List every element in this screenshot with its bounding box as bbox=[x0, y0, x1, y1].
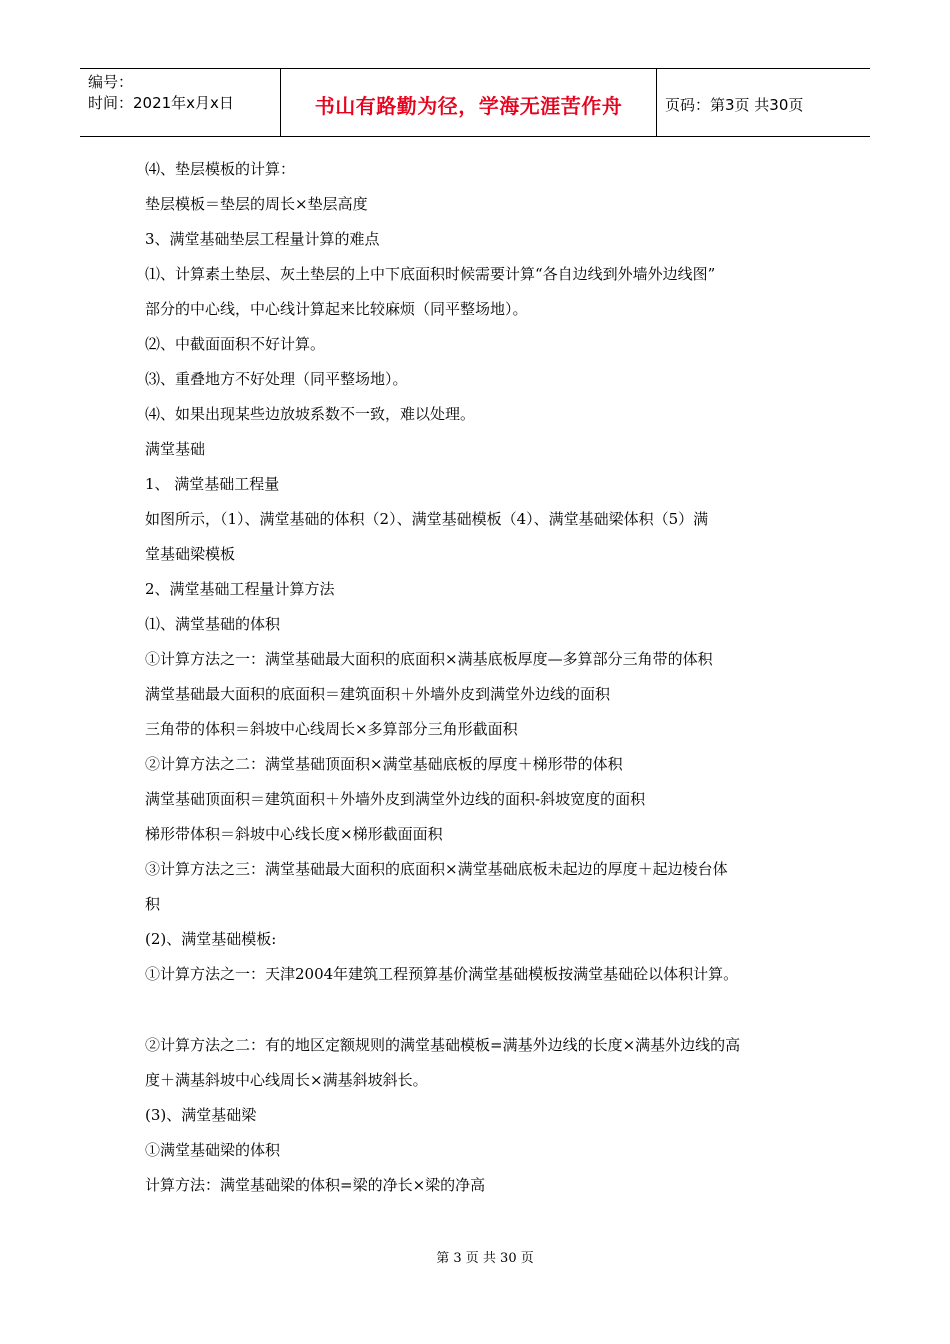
text-line: 积 bbox=[145, 895, 161, 913]
header-motto: 书山有路勤为径，学海无涯苦作舟 bbox=[281, 69, 657, 136]
text-line: ⑷、垫层模板的计算： bbox=[145, 160, 296, 178]
text-line: ①满堂基础梁的体积 bbox=[145, 1141, 281, 1159]
text-line: ②计算方法之二：有的地区定额规则的满堂基础模板=满基外边线的长度×满基外边线的高 bbox=[145, 1036, 741, 1054]
text-line: 1、 满堂基础工程量 bbox=[145, 475, 280, 493]
text-line: 满堂基础最大面积的底面积＝建筑面积＋外墙外皮到满堂外边线的面积 bbox=[145, 685, 611, 703]
blank-gap bbox=[145, 992, 825, 1028]
text-line: 如图所示，（1）、满堂基础的体积（2）、满堂基础模板（4）、满堂基础梁体积（5）满 bbox=[145, 510, 709, 528]
text-line: ⑴、满堂基础的体积 bbox=[145, 615, 281, 633]
text-line: 度＋满基斜坡中心线周长×满基斜坡斜长。 bbox=[145, 1071, 428, 1089]
number-label: 编号： bbox=[88, 73, 134, 91]
text-line: (2)、满堂基础模板: bbox=[145, 930, 277, 948]
text-line: ②计算方法之二：满堂基础顶面积×满堂基础底板的厚度＋梯形带的体积 bbox=[145, 755, 623, 773]
document-body bbox=[145, 152, 825, 1203]
text-line: 垫层模板＝垫层的周长×垫层高度 bbox=[145, 195, 368, 213]
text-line: 部分的中心线，中心线计算起来比较麻烦（同平整场地）。 bbox=[145, 300, 528, 318]
text-line: ⑶、重叠地方不好处理（同平整场地）。 bbox=[145, 370, 408, 388]
text-line: 堂基础梁模板 bbox=[145, 545, 236, 563]
text-line: 梯形带体积＝斜坡中心线长度×梯形截面面积 bbox=[145, 825, 443, 843]
page-footer: 第 3 页 共 30 页 bbox=[436, 1251, 534, 1266]
text-line: 满堂基础顶面积＝建筑面积＋外墙外皮到满堂外边线的面积-斜坡宽度的面积 bbox=[145, 790, 646, 808]
text-line: ①计算方法之一：天津2004年建筑工程预算基价满堂基础模板按满堂基础砼以体积计算。 bbox=[145, 965, 739, 983]
time-label: 时间：2021年x月x日 bbox=[88, 94, 234, 112]
page-header bbox=[80, 68, 870, 137]
text-line: ⑷、如果出现某些边放坡系数不一致，难以处理。 bbox=[145, 405, 476, 423]
text-line: ①计算方法之一：满堂基础最大面积的底面积×满基底板厚度—多算部分三角带的体积 bbox=[145, 650, 713, 668]
section-heading: 满堂基础 bbox=[145, 440, 206, 458]
text-line: ⑴、计算素土垫层、灰土垫层的上中下底面积时候需要计算“各自边线到外墙外边线图” bbox=[145, 265, 716, 283]
header-meta bbox=[80, 69, 281, 136]
text-line: 计算方法：满堂基础梁的体积=梁的净长×梁的净高 bbox=[145, 1176, 486, 1194]
text-line: 2、满堂基础工程量计算方法 bbox=[145, 580, 335, 598]
text-line: (3)、满堂基础梁 bbox=[145, 1106, 257, 1124]
text-line: 三角带的体积＝斜坡中心线周长×多算部分三角形截面积 bbox=[145, 720, 518, 738]
text-line: ③计算方法之三：满堂基础最大面积的底面积×满堂基础底板未起边的厚度＋起边棱台体 bbox=[145, 860, 728, 878]
text-line: ⑵、中截面面积不好计算。 bbox=[145, 335, 326, 353]
header-page-info: 页码：第3页 共30页 bbox=[665, 96, 804, 114]
text-line: 3、满堂基础垫层工程量计算的难点 bbox=[145, 230, 380, 248]
